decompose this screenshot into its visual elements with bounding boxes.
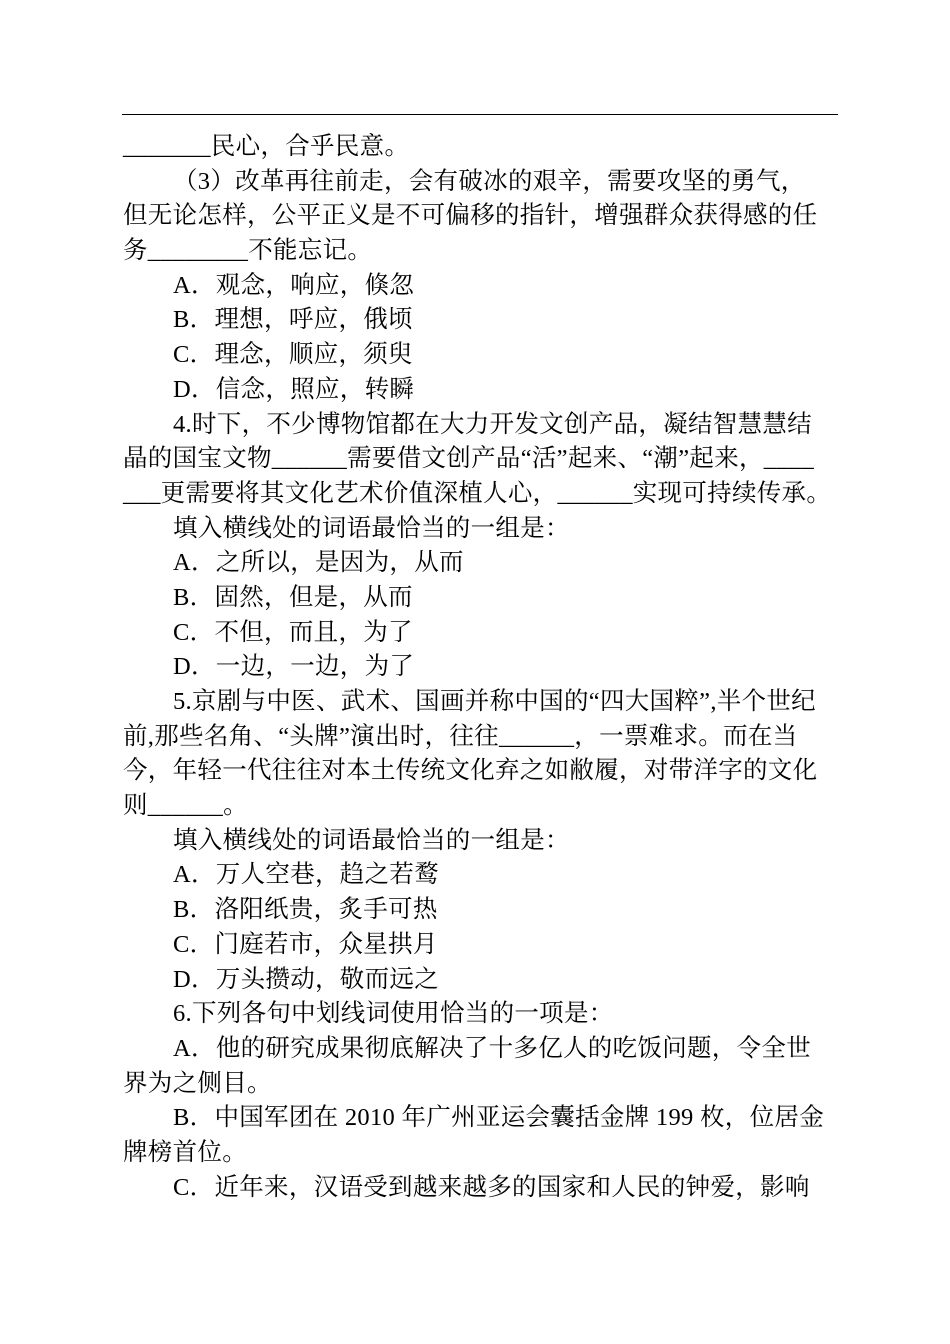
text-line: 务________不能忘记。: [123, 237, 373, 265]
text-line: 牌榜首位。: [123, 1138, 247, 1166]
text-line: ___更需要将其文化艺术价值深植人心，______实现可持续传承。: [123, 479, 832, 507]
text-line: D．一边，一边，为了: [173, 653, 415, 681]
text-line: 4.时下，不少博物馆都在大力开发文创产品，凝结智慧慧结: [173, 410, 812, 438]
header-rule: [122, 114, 838, 115]
text-line: D．万头攒动，敬而远之: [173, 965, 439, 993]
text-line: 5.京剧与中医、武术、国画并称中国的“四大国粹”,半个世纪: [173, 688, 816, 715]
text-line: （3）改革再往前走，会有破冰的艰辛，需要攻坚的勇气，: [173, 167, 806, 195]
text-line: 但无论怎样，公平正义是不可偏移的指针，增强群众获得感的任: [123, 202, 818, 230]
text-line: C．理念，顺应，须臾: [173, 341, 413, 369]
text-line: 6.下列各句中划线词使用恰当的一项是：: [173, 1000, 614, 1028]
text-line: 填入横线处的词语最恰当的一组是：: [173, 826, 570, 854]
text-line: A．万人空巷，趋之若鹜: [173, 861, 439, 889]
text-line: B．中国军团在 2010 年广州亚运会囊括金牌 199 枚，位居金: [173, 1104, 824, 1132]
text-line: C．不但，而且，为了: [173, 618, 413, 646]
text-line: 前,那些名角、“头牌”演出时，往往______，一票难求。而在当: [123, 722, 798, 750]
document-body: [123, 130, 838, 1205]
text-line: 则______。: [123, 792, 248, 820]
text-line: A．之所以，是因为，从而: [173, 549, 464, 577]
text-line: 今，年轻一代往往对本土传统文化弃之如敝履，对带洋字的文化: [123, 757, 818, 785]
text-line: A．他的研究成果彻底解决了十多亿人的吃饭问题，令全世: [173, 1034, 811, 1062]
text-line: 晶的国宝文物______需要借文创产品“活”起来、“潮”起来，____: [123, 445, 814, 473]
text-line: B．理想，呼应，俄顷: [173, 306, 413, 334]
text-line: A．观念，响应，倏忽: [173, 271, 415, 299]
text-line: _______民心，合乎民意。: [123, 133, 410, 160]
text-line: 界为之侧目。: [123, 1069, 272, 1097]
text-line: 填入横线处的词语最恰当的一组是：: [173, 514, 570, 542]
text-line: C．近年来，汉语受到越来越多的国家和人民的钟爱，影响: [173, 1173, 810, 1201]
text-line: B．固然，但是，从而: [173, 583, 413, 611]
text-line: B．洛阳纸贵，炙手可热: [173, 896, 438, 924]
text-line: C．门庭若市，众星拱月: [173, 930, 438, 958]
text-line: D．信念，照应，转瞬: [173, 375, 415, 403]
